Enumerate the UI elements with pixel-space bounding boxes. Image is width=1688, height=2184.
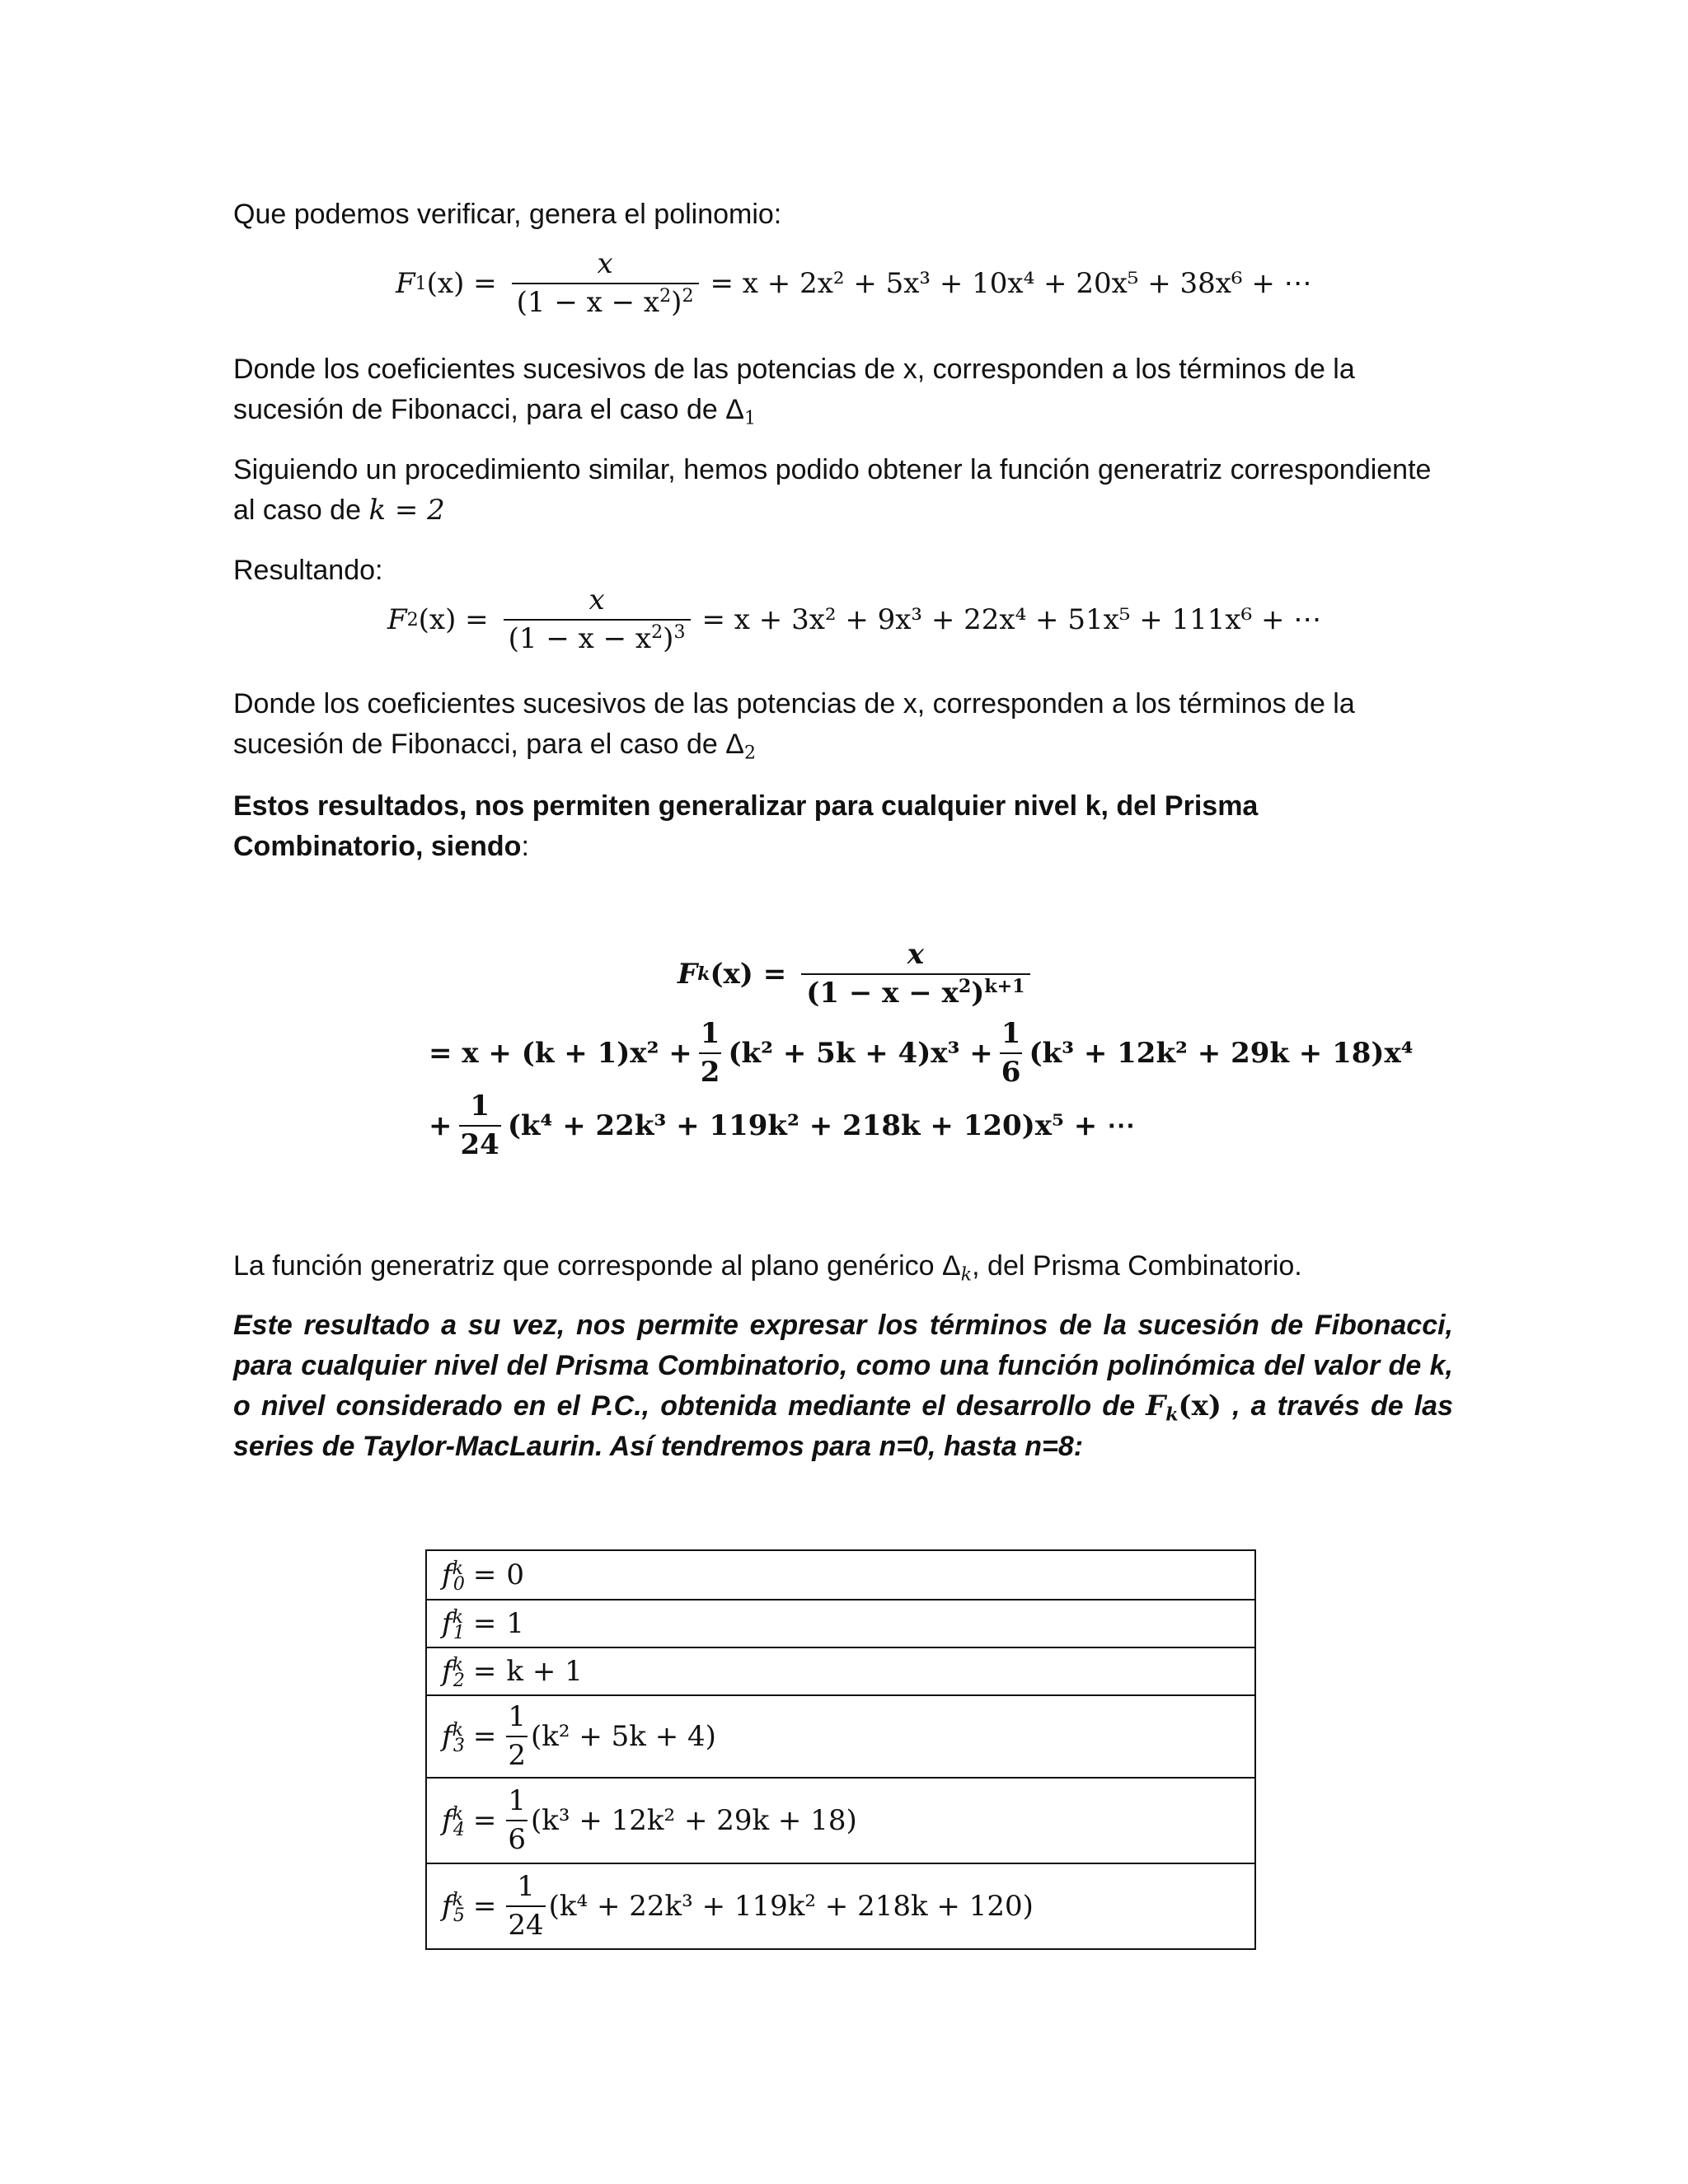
inline-math-fk: $F_k(x)$: [1146, 1390, 1221, 1426]
equation-fk-line2: [429, 1019, 1414, 1089]
table-row: $f^k_2$ = k + 1: [427, 1647, 1254, 1694]
inline-math-k2: k = 2: [368, 494, 445, 527]
eq3-line2-b: (k² + 5k + 4)x³ +: [728, 1037, 993, 1071]
eq1-lhs-arg: (x) =: [426, 267, 497, 301]
eq2-lhs-arg: (x) =: [418, 603, 489, 637]
eq3-sixth: $\frac{1}{6}$: [1001, 1017, 1021, 1090]
eq2-fraction: [504, 585, 691, 655]
equation-fk-line1: F k (x) = $\frac{x}{(1 - x - x^2)^{k+1}}$: [678, 940, 1037, 1010]
paragraph-resultando: Resultando:: [233, 555, 383, 586]
eq1-denominator: $(1 - x - x^2)^2$: [512, 283, 699, 318]
equation-f1: F 1 (x) = $\frac{x}{(1 - x - x^2)^2}$ = x + 2x² + 5x³ + 10x⁴ + 20x⁵ + 38x⁶ + ⋯: [396, 247, 1312, 320]
eq3-lhs-arg: (x) =: [710, 958, 787, 991]
paragraph-delta1: Donde los coeficientes sucesivos de las potencias de x, corresponden a los términos de la sucesión de Fibonacci, para el caso de $\Delta_1$: [233, 354, 1355, 429]
eq3-line2-c: (k³ + 12k² + 29k + 18)x⁴: [1029, 1037, 1414, 1071]
eq1-fraction: [512, 249, 699, 319]
table-row: $f^k_4$ = $\frac{1}{6}$ (k³ + 12k² + 29k + 18): [427, 1777, 1254, 1863]
eq2-numerator: x: [588, 583, 605, 616]
paragraph-generalize: Estos resultados, nos permiten generalizar para cualquier nivel k, del Prisma Combinatorio, siendo:: [233, 790, 1259, 862]
eq1-numerator: x: [597, 247, 613, 280]
eq2-lhs-symbol: F: [387, 603, 407, 637]
eq3-line3-b: (k⁴ + 22k³ + 119k² + 218k + 120)x⁵ + ⋯: [507, 1109, 1136, 1143]
eq3-half: $\frac{1}{2}$: [700, 1017, 720, 1090]
eq2-rhs: = x + 3x² + 9x³ + 22x⁴ + 51x⁵ + 111x⁶ + ⋯: [701, 603, 1322, 637]
eq3-line3-a: +: [429, 1109, 452, 1143]
table-row: $f^k_5$ = $\frac{1}{24}$ (k⁴ + 22k³ + 119k² + 218k + 120): [427, 1863, 1254, 1948]
paragraph-procedure: Siguiendo un procedimiento similar, hemos podido obtener la función generatriz correspondiente al caso de k = 2: [233, 454, 1432, 527]
eq3-denominator: $(1 - x - x^2)^{k+1}$: [801, 973, 1029, 1009]
table-row: $f^k_1$ = 1: [427, 1599, 1254, 1647]
equation-f2: F 2 (x) = $\frac{x}{(1 - x - x^2)^3}$ = x + 3x² + 9x³ + 22x⁴ + 51x⁵ + 111x⁶ + ⋯: [387, 583, 1322, 656]
table-row: $f^k_0$ = 0: [442, 1557, 525, 1595]
eq3-twentyfourth: $\frac{1}{24}$: [460, 1090, 499, 1162]
paragraph-delta2: Donde los coeficientes sucesivos de las potencias de x, corresponden a los términos de la sucesión de Fibonacci, para el caso de $\Delta_2$: [233, 688, 1355, 764]
paragraph-taylor: Este resultado a su vez, nos permite expresar los términos de la sucesión de Fibonacci, para cualquier nivel del Prisma Combinatorio, como una función polinómica del valor de k, o nivel considerado en el P.C., obtenida mediante el desarrollo de $F_k(x)$ , a través de las series de Taylor-MacLaurin. Así tendremos para n=0, hasta n=8:: [233, 1310, 1453, 1462]
eq3-lhs-symbol: F: [678, 958, 698, 991]
eq1-lhs-symbol: F: [396, 267, 415, 301]
eq1-rhs: = x + 2x² + 5x³ + 10x⁴ + 20x⁵ + 38x⁶ + ⋯: [710, 267, 1312, 301]
eq2-denominator: $(1 - x - x^2)^3$: [504, 619, 691, 654]
eq3-line2-a: = x + (k + 1)x² +: [429, 1037, 692, 1071]
paragraph-generic-plane: La función generatriz que corresponde al plano genérico $\Delta_k$, del Prisma Combinatorio.: [233, 1250, 1302, 1286]
fibonacci-table: [425, 1549, 1256, 1950]
table-row: $f^k_3$ = $\frac{1}{2}$ (k² + 5k + 4): [427, 1694, 1254, 1777]
eq3-fraction: [801, 940, 1029, 1010]
equation-fk-line3: [429, 1091, 1135, 1161]
paragraph-intro: Que podemos verificar, genera el polinomio:: [233, 199, 782, 230]
eq3-numerator: x: [907, 938, 925, 971]
